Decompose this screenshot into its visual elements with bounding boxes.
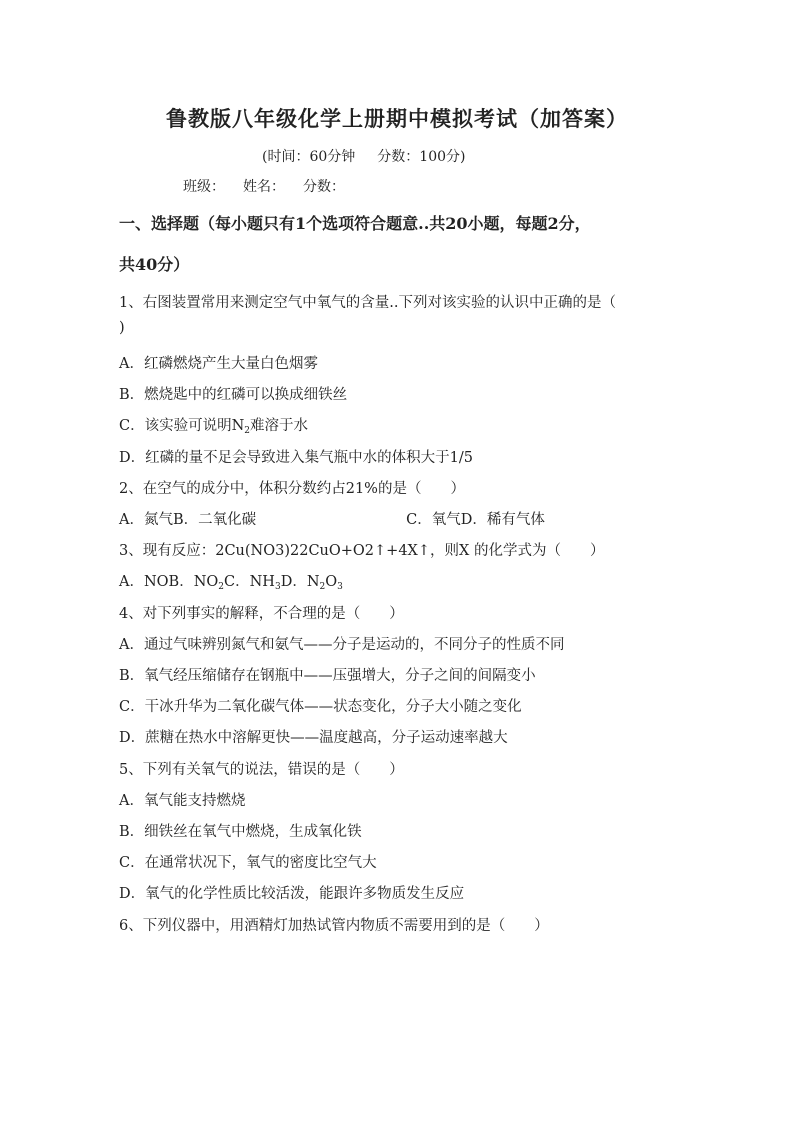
q3-option-d-mid: O — [325, 574, 338, 590]
q1-option-c — [119, 414, 308, 435]
q4-option-c: C．干冰升华为二氧化碳气体——状态变化，分子大小随之变化 — [119, 699, 522, 715]
q1-stem-cont: ) — [119, 320, 125, 336]
section-heading-cont: 共40分） — [119, 255, 190, 274]
q3-option-c: C．NH — [224, 574, 275, 590]
q5-option-a: A．氧气能支持燃烧 — [119, 793, 246, 809]
q1-option-c-text: C．该实验可说明N — [119, 418, 245, 434]
q2-stem: 2、在空气的成分中，体积分数约占21%的是（ ） — [119, 481, 465, 497]
q3-stem: 3、现有反应：2Cu(NO3)22CuO+O2↑+4X↑，则X 的化学式为（ ） — [119, 543, 605, 559]
subscript: 2 — [319, 582, 326, 592]
q2-options-cd: C．氧气D．稀有气体 — [406, 512, 545, 528]
section-heading: 一、选择题（每小题只有1个选项符合题意..共20小题，每题2分， — [119, 214, 591, 233]
q6-stem: 6、下列仪器中，用酒精灯加热试管内物质不需要用到的是（ ） — [119, 918, 549, 934]
q1-option-a: A．红磷燃烧产生大量白色烟雾 — [119, 356, 318, 372]
q3-option-ab: A．NOB．NO — [119, 574, 219, 590]
subscript: 2 — [218, 582, 225, 592]
q4-option-a: A．通过气味辨别氮气和氨气——分子是运动的，不同分子的性质不同 — [119, 637, 565, 653]
q4-option-d: D．蔗糖在热水中溶解更快——温度越高，分子运动速率越大 — [119, 730, 508, 746]
student-info — [183, 176, 363, 196]
q1-option-d: D．红磷的量不足会导致进入集气瓶中水的体积大于1/5 — [119, 450, 473, 466]
total-score: 分数：100分) — [377, 149, 466, 165]
q5-option-d: D．氧气的化学性质比较活泼，能跟许多物质发生反应 — [119, 886, 465, 902]
q1-option-c-text-end: 难溶于水 — [250, 418, 309, 434]
subscript: 2 — [244, 426, 251, 436]
q3-options — [119, 570, 343, 591]
q1-option-b: B．燃烧匙中的红磷可以换成细铁丝 — [119, 387, 348, 403]
name-label: 姓名： — [243, 179, 285, 195]
q5-option-b: B．细铁丝在氧气中燃烧，生成氧化铁 — [119, 824, 362, 840]
q2-options-ab: A．氮气B．二氧化碳 — [119, 512, 257, 528]
q3-option-d: D．N — [280, 574, 320, 590]
class-label: 班级： — [183, 179, 225, 195]
page-title: 鲁教版八年级化学上册期中模拟考试（加答案） — [166, 106, 628, 131]
exam-meta — [262, 146, 487, 166]
q5-stem: 5、下列有关氧气的说法，错误的是（ ） — [119, 762, 404, 778]
subscript: 3 — [274, 582, 281, 592]
points-label: 分数： — [303, 179, 345, 195]
q5-option-c: C．在通常状况下，氧气的密度比空气大 — [119, 855, 377, 871]
q4-option-b: B．氧气经压缩储存在钢瓶中——压强增大，分子之间的间隔变小 — [119, 668, 536, 684]
q2-options — [119, 508, 545, 529]
subscript: 3 — [337, 582, 343, 592]
q4-stem: 4、对下列事实的解释，不合理的是（ ） — [119, 606, 404, 622]
time-limit: (时间：60分钟 — [262, 149, 356, 165]
q1-stem: 1、右图装置常用来测定空气中氧气的含量..下列对该实验的认识中正确的是（ — [119, 295, 616, 311]
